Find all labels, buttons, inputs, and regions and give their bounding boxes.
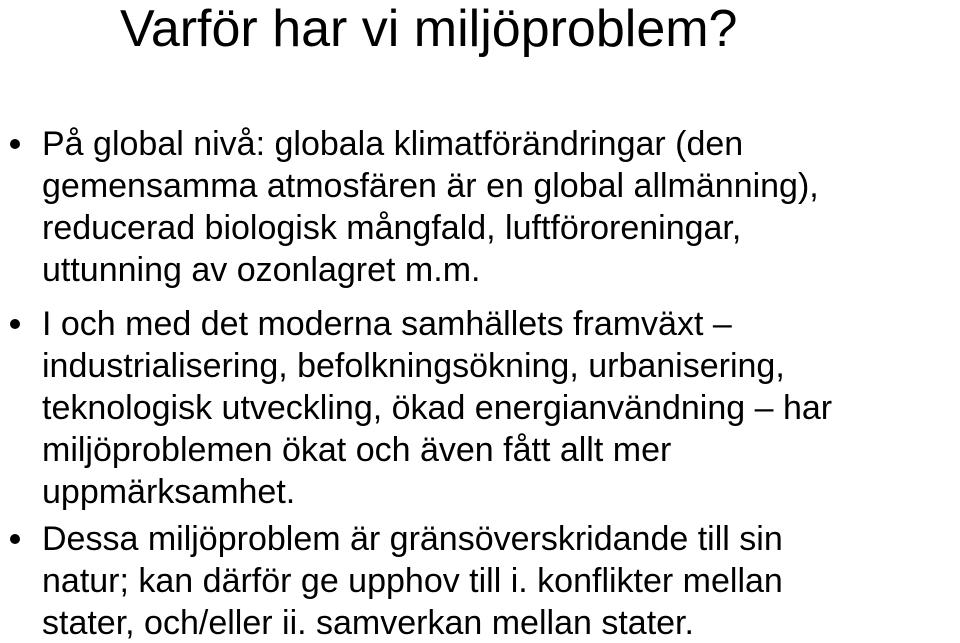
bullet-text-line: natur; kan därför ge upphov till i. konflikter mellan <box>42 562 783 600</box>
bullet-text-line: Dessa miljöproblem är gränsöverskridande till sin <box>42 520 783 558</box>
bullet-text-line: industrialisering, befolkningsökning, urbanisering, <box>42 347 785 385</box>
bullet-icon <box>10 139 20 149</box>
bullet-text-line: I och med det moderna samhällets framväxt – <box>42 305 732 343</box>
bullet-text-line: miljöproblemen ökat och även fått allt mer <box>42 431 672 469</box>
slide-title: Varför har vi miljöproblem? <box>120 0 738 58</box>
bullet-text-line: uppmärksamhet. <box>42 473 296 511</box>
bullet-text-line: reducerad biologisk mångfald, luftföroreningar, <box>42 209 742 247</box>
bullet-text-line: uttunning av ozonlagret m.m. <box>42 251 481 289</box>
bullet-text-line: På global nivå: globala klimatförändringar (den <box>42 125 744 163</box>
bullet-text-line: gemensamma atmosfären är en global allmänning), <box>42 167 819 205</box>
bullet-icon <box>10 534 20 544</box>
bullet-text-line: stater, och/eller ii. samverkan mellan stater. <box>42 604 694 642</box>
bullet-icon <box>10 319 20 329</box>
bullet-text-line: teknologisk utveckling, ökad energianvändning – har <box>42 389 833 427</box>
